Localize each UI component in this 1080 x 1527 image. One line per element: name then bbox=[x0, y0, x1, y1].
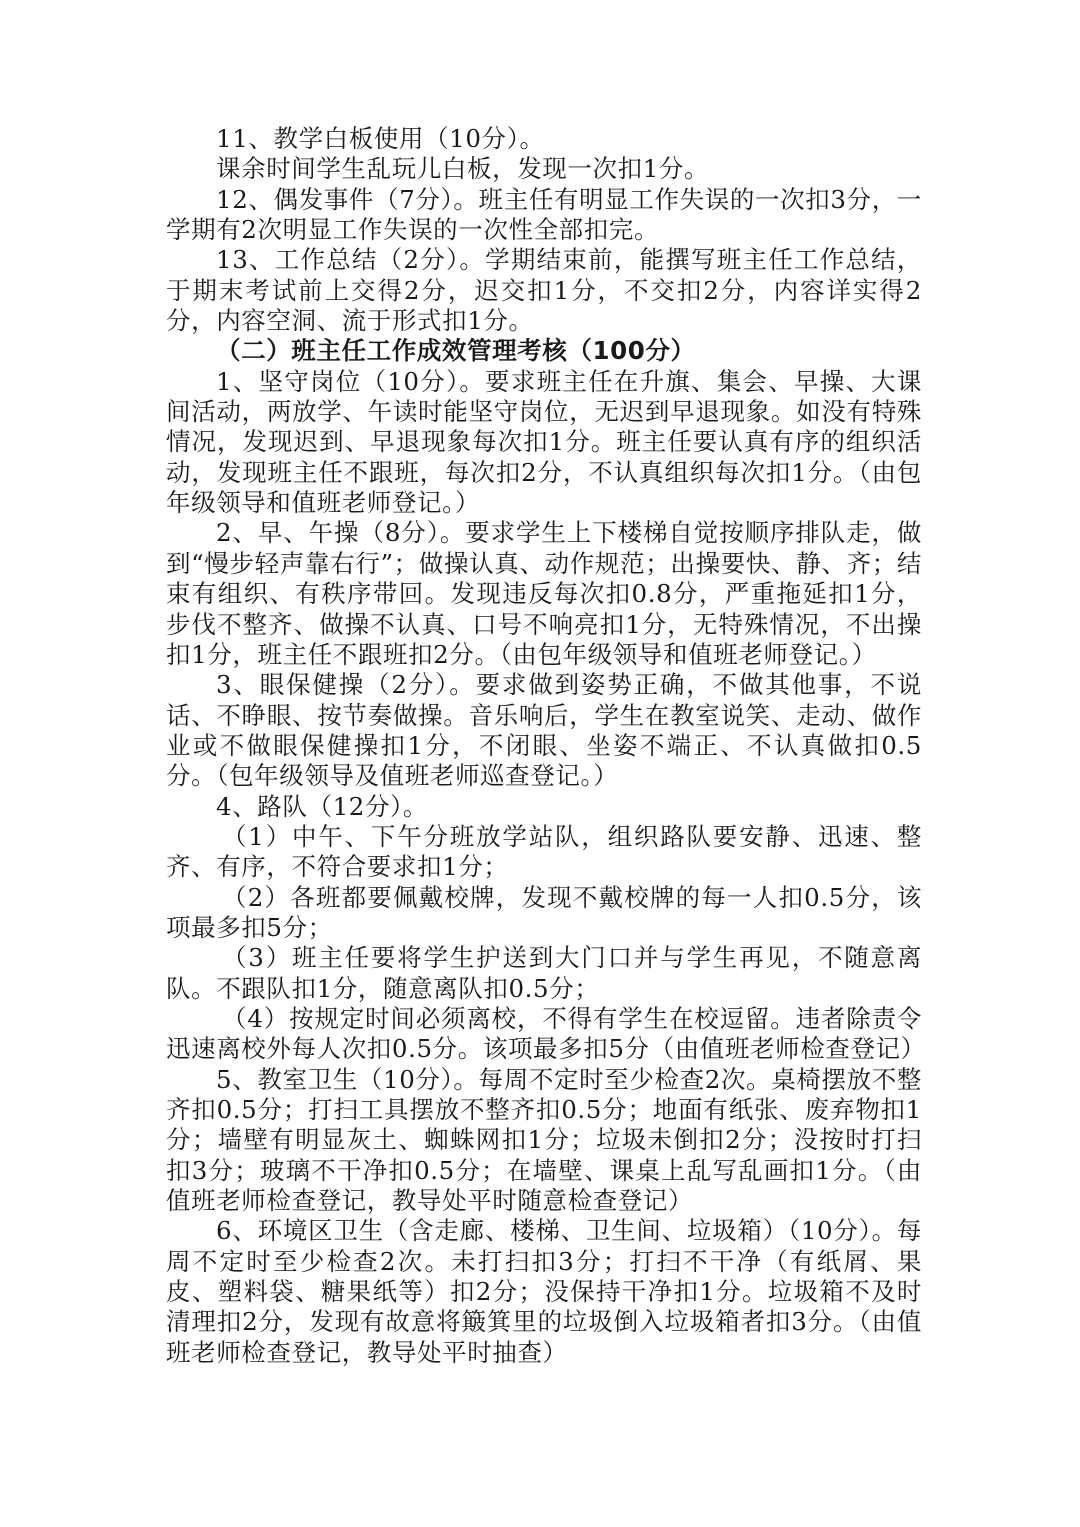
item-4-road-queue: 4、路队（12分）。 bbox=[216, 791, 429, 821]
item-4-sub-1: （1）中午、下午分班放学站队，组织路队要安静、迅速、整齐、有序，不符合要求扣1分； bbox=[166, 821, 922, 882]
item-4-sub-3: （3）班主任要将学生护送到大门口并与学生再见，不随意离队。不跟队扣1分，随意离队扣0.5分； bbox=[166, 943, 922, 1003]
item-13-work-summary: 13、工作总结（2分）。学期结束前，能撰写班主任工作总结，于期末考试前上交得2分，迟交扣1分，不交扣2分，内容详实得2分，内容空洞、流于形式扣1分。 bbox=[166, 245, 922, 336]
item-12-emergencies: 12、偶发事件（7分）。班主任有明显工作失误的一次扣3分，一学期有2次明显工作失误的一次性全部扣完。 bbox=[166, 184, 922, 245]
document-body bbox=[166, 124, 926, 1368]
item-6-environment-hygiene: 6、环境区卫生（含走廊、楼梯、卫生间、垃圾箱）（10分）。每周不定时至少检查2次。未打扫扣3分；打扫不干净（有纸屑、果皮、塑料袋、糖果纸等）扣2分；没保持干净扣1分。垃圾箱不及时清理扣2分，发现有故意将簸箕里的垃圾倒入垃圾箱者扣3分。（由值班老师检查登记，教导处平时抽查） bbox=[166, 1216, 922, 1367]
item-3-eye-exercises: 3、眼保健操（2分）。要求做到姿势正确，不做其他事，不说话、不睁眼、按节奏做操。音乐响后，学生在教室说笑、走动、做作业或不做眼保健操扣1分，不闭眼、坐姿不端正、不认真做扣0.5分。（包年级领导及值班老师巡查登记。） bbox=[166, 670, 922, 791]
item-4-sub-2: （2）各班都要佩戴校牌，发现不戴校牌的每一人扣0.5分，该项最多扣5分； bbox=[166, 882, 922, 942]
item-4-sub-4: （4）按规定时间必须离校，不得有学生在校逗留。违者除责令迅速离校外每人次扣0.5分。该项最多扣5分（由值班老师检查登记） bbox=[166, 1003, 926, 1064]
item-5-classroom-hygiene: 5、教室卫生（10分）。每周不定时至少检查2次。桌椅摆放不整齐扣0.5分；打扫工具摆放不整齐扣0.5分；地面有纸张、废弃物扣1分；墙壁有明显灰土、蜘蛛网扣1分；垃圾未倒扣2分；没按时打扫扣3分；玻璃不干净扣0.5分；在墙壁、课桌上乱写乱画扣1分。（由值班老师检查登记，教导处平时随意检查登记） bbox=[166, 1064, 922, 1216]
item-11-rule: 课余时间学生乱玩儿白板，发现一次扣1分。 bbox=[216, 154, 710, 184]
item-11-title: 11、教学白板使用（10分）。 bbox=[216, 124, 545, 153]
item-2-exercises: 2、早、午操（8分）。要求学生上下楼梯自觉按顺序排队走，做到“慢步轻声靠右行”；做操认真、动作规范；出操要快、静、齐；结束有组织、有秩序带回。发现违反每次扣0.8分，严重拖延扣1分，步伐不整齐、做操不认真、口号不响亮扣1分，无特殊情况，不出操扣1分，班主任不跟班扣2分。（由包年级领导和值班老师登记。） bbox=[166, 518, 922, 669]
item-1-stick-to-post: 1、坚守岗位（10分）。要求班主任在升旗、集会、早操、大课间活动，两放学、午读时能坚守岗位，无迟到早退现象。如没有特殊情况，发现迟到、早退现象每次扣1分。班主任要认真有序的组织活动，发现班主任不跟班，每次扣2分，不认真组织每次扣1分。（由包年级领导和值班老师登记。） bbox=[166, 366, 922, 518]
section-heading: （二）班主任工作成效管理考核（100分） bbox=[216, 336, 696, 366]
